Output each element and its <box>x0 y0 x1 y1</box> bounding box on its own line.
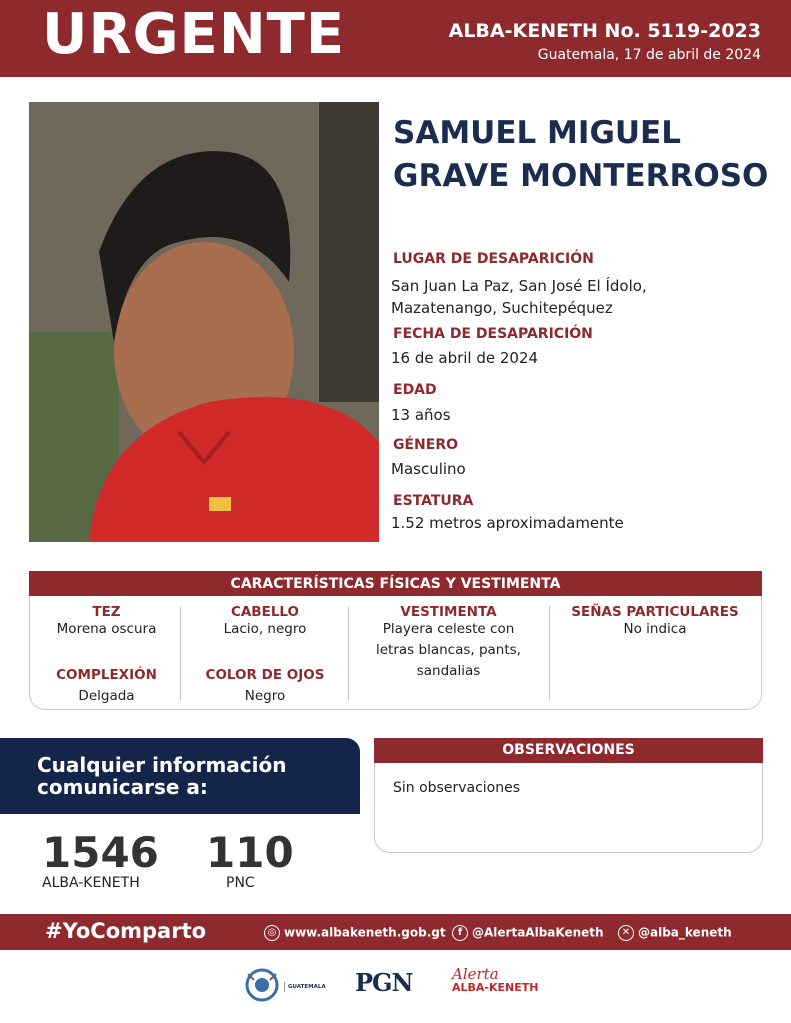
x-icon: ✕ <box>618 925 634 941</box>
height-value: 1.52 metros aproximadamente <box>391 514 624 532</box>
contact-line2: comunicarse a: <box>37 775 208 799</box>
age-label: EDAD <box>393 382 437 398</box>
x-link[interactable] <box>618 925 732 941</box>
facebook-link[interactable] <box>452 925 604 941</box>
clothing-line3: sandalias <box>416 663 481 679</box>
pgn-logo <box>355 968 412 997</box>
person-name-line2: GRAVE MONTERROSO <box>393 158 769 194</box>
phone-label-pnc: PNC <box>226 875 255 891</box>
missing-person-photo <box>29 102 379 542</box>
clothing-line2: letras blancas, pants, <box>376 642 521 658</box>
gov-logo-text: GUATEMALA <box>288 984 326 990</box>
contact-line1: Cualquier información <box>37 753 287 777</box>
facebook-icon: f <box>452 925 468 941</box>
alert-location-date: Guatemala, 17 de abril de 2024 <box>537 47 761 63</box>
place-value-line2: Mazatenango, Suchitepéquez <box>391 299 613 317</box>
hair-value: Lacio, negro <box>223 621 307 637</box>
place-label: LUGAR DE DESAPARICIÓN <box>393 251 594 267</box>
alerta-logo-text: Alerta <box>452 965 499 983</box>
eyes-value: Negro <box>244 688 286 704</box>
person-name <box>393 112 788 198</box>
contact-text <box>37 754 287 798</box>
hashtag[interactable]: #YoComparto <box>45 919 207 943</box>
divider <box>180 606 181 700</box>
marks-value: No indica <box>623 621 687 637</box>
coat-of-arms-icon <box>244 966 280 1004</box>
alert-number: ALBA-KENETH No. 5119-2023 <box>448 20 761 42</box>
observations-text: Sin observaciones <box>393 780 521 796</box>
x-text: @alba_keneth <box>638 925 732 940</box>
alerta-alba-logo <box>452 965 538 994</box>
date-value: 16 de abril de 2024 <box>391 349 539 367</box>
divider <box>348 606 349 700</box>
place-value <box>391 275 647 319</box>
clothing-label: VESTIMENTA <box>400 604 497 620</box>
complexion-label: COMPLEXIÓN <box>56 667 157 683</box>
facebook-text: @AlertaAlbaKeneth <box>472 925 604 940</box>
eyes-label: COLOR DE OJOS <box>205 667 325 683</box>
age-value: 13 años <box>391 406 451 424</box>
divider <box>549 606 550 700</box>
website-link[interactable] <box>264 925 446 941</box>
tez-label: TEZ <box>92 604 121 620</box>
website-text: www.albakeneth.gob.gt <box>284 925 446 940</box>
phone-number-alba[interactable]: 1546 <box>42 828 159 877</box>
tez-value: Morena oscura <box>56 621 157 637</box>
characteristics-heading: CARACTERÍSTICAS FÍSICAS Y VESTIMENTA <box>29 571 762 596</box>
pgn-logo-text: PGN <box>355 968 413 997</box>
clothing-line1: Playera celeste con <box>382 621 515 637</box>
marks-label: SEÑAS PARTICULARES <box>571 604 739 620</box>
gender-value: Masculino <box>391 460 466 478</box>
date-label: FECHA DE DESAPARICIÓN <box>393 326 593 342</box>
place-value-line1: San Juan La Paz, San José El Ídolo, <box>391 277 647 295</box>
height-label: ESTATURA <box>393 493 474 509</box>
observations-heading: OBSERVACIONES <box>374 738 763 763</box>
complexion-value: Delgada <box>78 688 135 704</box>
clothing-value <box>350 619 547 682</box>
hair-label: CABELLO <box>230 604 300 620</box>
government-logo <box>244 966 344 1006</box>
person-name-line1: SAMUEL MIGUEL <box>393 115 681 151</box>
urgent-title: URGENTE <box>42 2 346 67</box>
gender-label: GÉNERO <box>393 437 459 453</box>
phone-number-pnc[interactable]: 110 <box>206 828 294 877</box>
phone-label-alba: ALBA-KENETH <box>42 875 140 891</box>
alba-logo-text: ALBA-KENETH <box>452 981 539 994</box>
globe-icon: ◎ <box>264 925 280 941</box>
